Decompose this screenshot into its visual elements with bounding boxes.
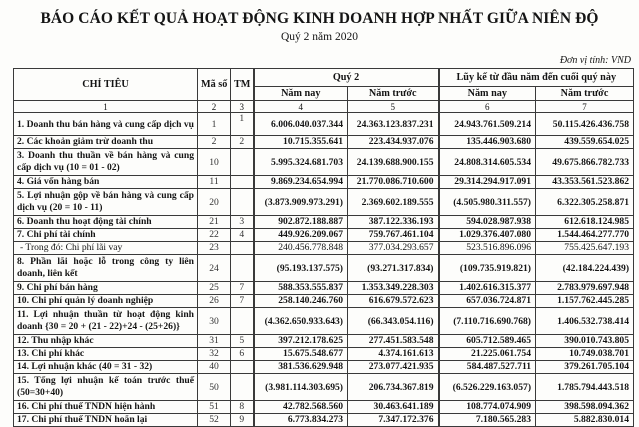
cell-ytd-prev-year: 49.675.866.782.733 xyxy=(536,149,634,176)
column-index: 7 xyxy=(536,101,634,113)
row-code: 1 xyxy=(198,113,231,136)
cell-ytd-this-year: 657.036.724.871 xyxy=(439,295,536,308)
row-note: 7 xyxy=(231,295,254,308)
row-code: 21 xyxy=(198,216,231,229)
header-quarter: Quý 2 xyxy=(254,69,439,87)
cell-ytd-prev-year: 1.406.532.738.414 xyxy=(536,308,634,335)
cell-ytd-this-year: 21.225.061.754 xyxy=(439,348,536,361)
cell-quarter-this-year: 15.675.548.677 xyxy=(254,348,348,361)
cell-ytd-prev-year: 2.783.979.697.948 xyxy=(536,282,634,295)
row-note xyxy=(231,189,254,216)
row-note xyxy=(231,149,254,176)
row-label: 2. Các khoản giảm trừ doanh thu xyxy=(14,136,198,149)
cell-ytd-prev-year: 755.425.647.193 xyxy=(536,242,634,255)
column-index: 2 xyxy=(198,101,231,113)
row-code: 22 xyxy=(198,229,231,242)
row-label: 7. Chi phí tài chính xyxy=(14,229,198,242)
table-row xyxy=(14,255,634,282)
table-row xyxy=(14,335,634,348)
cell-quarter-prev-year: (66.343.054.116) xyxy=(348,308,439,335)
table-row xyxy=(14,401,634,414)
cell-quarter-this-year: 397.212.178.625 xyxy=(254,335,348,348)
row-code: 26 xyxy=(198,295,231,308)
table-row xyxy=(14,216,634,229)
cell-quarter-this-year: 6.006.040.037.344 xyxy=(254,113,348,136)
row-note: 7 xyxy=(231,282,254,295)
row-note xyxy=(231,374,254,401)
cell-ytd-prev-year: 1.785.794.443.518 xyxy=(536,374,634,401)
row-note: 2 xyxy=(231,136,254,149)
header-ma-so: Mã số xyxy=(198,69,231,101)
cell-quarter-prev-year: (93.271.317.834) xyxy=(348,255,439,282)
cell-ytd-this-year: 594.028.987.938 xyxy=(439,216,536,229)
column-index: 3 xyxy=(231,101,254,113)
cell-ytd-this-year: 135.446.903.680 xyxy=(439,136,536,149)
currency-unit: Đơn vị tính: VND xyxy=(559,55,631,66)
cell-quarter-this-year: (95.193.137.575) xyxy=(254,255,348,282)
row-code: 11 xyxy=(198,176,231,189)
income-statement-table xyxy=(13,68,634,427)
table-row xyxy=(14,136,634,149)
cell-ytd-this-year: 1.402.616.315.377 xyxy=(439,282,536,295)
cell-ytd-this-year: 605.712.589.465 xyxy=(439,335,536,348)
cell-quarter-prev-year: 21.770.086.710.600 xyxy=(348,176,439,189)
cell-ytd-this-year: (7.110.716.690.768) xyxy=(439,308,536,335)
cell-quarter-prev-year: 273.077.421.935 xyxy=(348,361,439,374)
table-row xyxy=(14,308,634,335)
table-row xyxy=(14,414,634,427)
row-code: 10 xyxy=(198,149,231,176)
column-index: 4 xyxy=(254,101,348,113)
table-row xyxy=(14,348,634,361)
cell-quarter-this-year: 258.140.246.760 xyxy=(254,295,348,308)
row-code: 24 xyxy=(198,255,231,282)
row-note: 1 xyxy=(231,113,254,136)
row-code: 23 xyxy=(198,242,231,255)
row-label: 6. Doanh thu hoạt động tài chính xyxy=(14,216,198,229)
cell-quarter-prev-year: 7.347.172.376 xyxy=(348,414,439,427)
cell-quarter-prev-year: 1.353.349.228.303 xyxy=(348,282,439,295)
cell-ytd-prev-year: 398.598.094.362 xyxy=(536,401,634,414)
row-note: 4 xyxy=(231,229,254,242)
cell-quarter-this-year: 240.456.778.848 xyxy=(254,242,348,255)
row-label: 12. Thu nhập khác xyxy=(14,335,198,348)
row-label: 4. Giá vốn hàng bán xyxy=(14,176,198,189)
cell-quarter-prev-year: 616.679.572.623 xyxy=(348,295,439,308)
cell-ytd-this-year: 29.314.294.917.091 xyxy=(439,176,536,189)
row-code: 31 xyxy=(198,335,231,348)
row-note: 5 xyxy=(231,335,254,348)
header-chi-tieu: CHỈ TIÊU xyxy=(14,69,198,101)
cell-ytd-this-year: 584.487.527.711 xyxy=(439,361,536,374)
cell-quarter-prev-year: 4.374.161.613 xyxy=(348,348,439,361)
cell-ytd-prev-year: 6.322.305.258.871 xyxy=(536,189,634,216)
column-index: 5 xyxy=(348,101,439,113)
row-note xyxy=(231,255,254,282)
row-label: 11. Lợi nhuận thuần từ hoạt động kinh doanh {30 = 20 + (21 - 22)+24 - (25+26)} xyxy=(14,308,198,335)
row-label: 13. Chi phí khác xyxy=(14,348,198,361)
row-code: 50 xyxy=(198,374,231,401)
row-code: 30 xyxy=(198,308,231,335)
cell-quarter-this-year: (4.362.650.933.643) xyxy=(254,308,348,335)
cell-ytd-prev-year: 1.544.464.277.770 xyxy=(536,229,634,242)
row-label: 9. Chi phí bán hàng xyxy=(14,282,198,295)
cell-quarter-this-year: 5.995.324.681.703 xyxy=(254,149,348,176)
column-index: 1 xyxy=(14,101,198,113)
row-label: 3. Doanh thu thuần về bán hàng và cung cấp dịch vụ (10 = 01 - 02) xyxy=(14,149,198,176)
row-note xyxy=(231,242,254,255)
row-label: 5. Lợi nhuận gộp về bán hàng và cung cấp dịch vụ (20 = 10 - 11) xyxy=(14,189,198,216)
cell-ytd-prev-year: 1.157.762.445.285 xyxy=(536,295,634,308)
cell-quarter-prev-year: 277.451.583.548 xyxy=(348,335,439,348)
cell-ytd-prev-year: 612.618.124.985 xyxy=(536,216,634,229)
cell-quarter-prev-year: 377.034.293.657 xyxy=(348,242,439,255)
table-row xyxy=(14,295,634,308)
row-note: 6 xyxy=(231,348,254,361)
row-code: 32 xyxy=(198,348,231,361)
cell-ytd-prev-year: 390.010.743.805 xyxy=(536,335,634,348)
header-quarter-prev-year: Năm trước xyxy=(348,87,439,101)
cell-ytd-this-year: 24.808.314.605.534 xyxy=(439,149,536,176)
row-code: 40 xyxy=(198,361,231,374)
cell-ytd-prev-year: (42.184.224.439) xyxy=(536,255,634,282)
row-label: - Trong đó: Chi phí lãi vay xyxy=(14,242,198,255)
row-label: 10. Chi phí quản lý doanh nghiệp xyxy=(14,295,198,308)
row-label: 17. Chi phí thuế TNDN hoãn lại xyxy=(14,414,198,427)
header-ytd-prev-year: Năm trước xyxy=(536,87,634,101)
row-label: 1. Doanh thu bán hàng và cung cấp dịch vụ xyxy=(14,113,198,136)
table-row xyxy=(14,113,634,136)
row-note: 8 xyxy=(231,401,254,414)
cell-quarter-prev-year: 24.139.688.900.155 xyxy=(348,149,439,176)
cell-quarter-prev-year: 223.434.937.076 xyxy=(348,136,439,149)
row-code: 51 xyxy=(198,401,231,414)
report-period: Quý 2 năm 2020 xyxy=(281,31,358,43)
cell-quarter-this-year: 10.715.355.641 xyxy=(254,136,348,149)
cell-ytd-this-year: 523.516.896.096 xyxy=(439,242,536,255)
row-note: 3 xyxy=(231,216,254,229)
row-code: 20 xyxy=(198,189,231,216)
cell-quarter-this-year: 42.782.568.560 xyxy=(254,401,348,414)
header-year-to-date: Lũy kế từ đầu năm đến cuối quý này xyxy=(439,69,634,87)
cell-quarter-prev-year: 24.363.123.837.231 xyxy=(348,113,439,136)
cell-ytd-this-year: (6.526.229.163.057) xyxy=(439,374,536,401)
cell-quarter-prev-year: 759.767.461.104 xyxy=(348,229,439,242)
row-code: 52 xyxy=(198,414,231,427)
cell-ytd-this-year: 24.943.761.509.214 xyxy=(439,113,536,136)
table-row xyxy=(14,361,634,374)
cell-quarter-this-year: 588.353.555.837 xyxy=(254,282,348,295)
cell-ytd-this-year: (4.505.980.311.557) xyxy=(439,189,536,216)
cell-ytd-prev-year: 5.882.830.014 xyxy=(536,414,634,427)
row-note xyxy=(231,308,254,335)
cell-ytd-prev-year: 439.559.654.025 xyxy=(536,136,634,149)
column-index-row xyxy=(14,101,634,113)
table-row xyxy=(14,149,634,176)
cell-ytd-prev-year: 50.115.426.436.758 xyxy=(536,113,634,136)
cell-quarter-prev-year: 206.734.367.819 xyxy=(348,374,439,401)
cell-quarter-this-year: (3.981.114.303.695) xyxy=(254,374,348,401)
row-code: 25 xyxy=(198,282,231,295)
table-row xyxy=(14,242,634,255)
cell-quarter-prev-year: 387.122.336.193 xyxy=(348,216,439,229)
cell-quarter-prev-year: 2.369.602.189.555 xyxy=(348,189,439,216)
cell-ytd-prev-year: 43.353.561.523.862 xyxy=(536,176,634,189)
cell-ytd-prev-year: 379.261.705.104 xyxy=(536,361,634,374)
row-code: 2 xyxy=(198,136,231,149)
cell-quarter-this-year: 381.536.629.948 xyxy=(254,361,348,374)
cell-quarter-this-year: 449.926.209.067 xyxy=(254,229,348,242)
header-row xyxy=(14,69,634,87)
cell-quarter-this-year: (3.873.909.973.291) xyxy=(254,189,348,216)
header-ytd-this-year: Năm nay xyxy=(439,87,536,101)
cell-quarter-prev-year: 30.463.641.189 xyxy=(348,401,439,414)
row-note xyxy=(231,176,254,189)
cell-ytd-prev-year: 10.749.038.701 xyxy=(536,348,634,361)
cell-ytd-this-year: 7.180.565.283 xyxy=(439,414,536,427)
report-title: BÁO CÁO KẾT QUẢ HOẠT ĐỘNG KINH DOANH HỢP NHẤT GIỮA NIÊN ĐỘ xyxy=(40,10,599,27)
cell-quarter-this-year: 6.773.834.273 xyxy=(254,414,348,427)
cell-ytd-this-year: (109.735.919.821) xyxy=(439,255,536,282)
column-index: 6 xyxy=(439,101,536,113)
row-note xyxy=(231,361,254,374)
table-row xyxy=(14,229,634,242)
table-row xyxy=(14,374,634,401)
table-row xyxy=(14,176,634,189)
cell-ytd-this-year: 108.774.074.909 xyxy=(439,401,536,414)
row-label: 15. Tổng lợi nhuận kế toán trước thuế (50=30+40) xyxy=(14,374,198,401)
cell-quarter-this-year: 902.872.188.887 xyxy=(254,216,348,229)
cell-ytd-this-year: 1.029.376.407.080 xyxy=(439,229,536,242)
table-row xyxy=(14,282,634,295)
header-quarter-this-year: Năm nay xyxy=(254,87,348,101)
row-label: 16. Chi phí thuế TNDN hiện hành xyxy=(14,401,198,414)
row-label: 8. Phần lãi hoặc lỗ trong công ty liên doanh, liên kết xyxy=(14,255,198,282)
row-note: 9 xyxy=(231,414,254,427)
cell-quarter-this-year: 9.869.234.654.994 xyxy=(254,176,348,189)
header-tm: TM xyxy=(231,69,254,101)
table-row xyxy=(14,189,634,216)
row-label: 14. Lợi nhuận khác (40 = 31 - 32) xyxy=(14,361,198,374)
